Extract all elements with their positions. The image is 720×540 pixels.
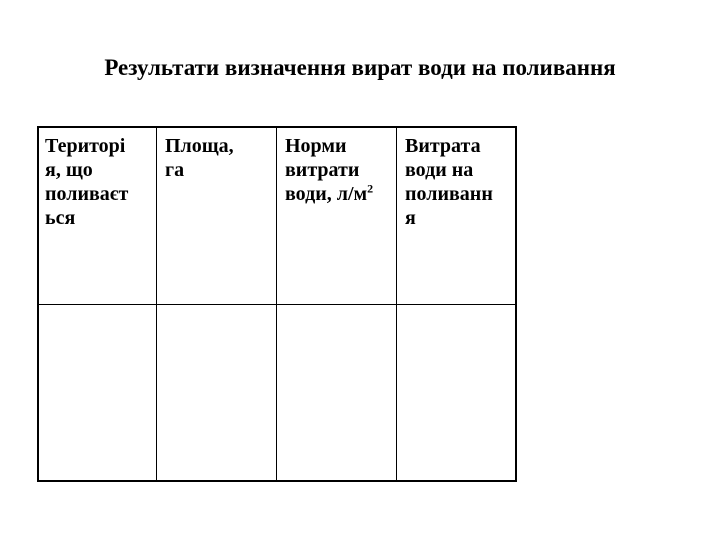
header-norms (285, 134, 373, 206)
header-line: я (405, 207, 416, 229)
header-line: Територі (45, 135, 126, 157)
unit-superscript: 2 (367, 181, 374, 196)
header-line: га (165, 159, 185, 181)
header-line: поливанн (405, 183, 493, 205)
row-divider (39, 304, 515, 305)
header-line: Норми (285, 135, 347, 157)
header-unit-text: води, л/м (285, 183, 368, 205)
header-line: ься (45, 207, 76, 229)
header-line: Площа, (165, 135, 234, 157)
header-line: Витрата (405, 135, 481, 157)
water-usage-table (37, 126, 517, 482)
header-consumption (405, 134, 493, 230)
header-line: води на (405, 159, 474, 181)
slide-title: Результати визначення вират води на поливання (104, 55, 616, 80)
header-line-unit (285, 182, 373, 206)
header-territory (45, 134, 128, 230)
header-line: витрати (285, 159, 360, 181)
header-line: поливаєт (45, 183, 129, 205)
header-line: я, що (45, 159, 93, 181)
header-area (165, 134, 234, 182)
